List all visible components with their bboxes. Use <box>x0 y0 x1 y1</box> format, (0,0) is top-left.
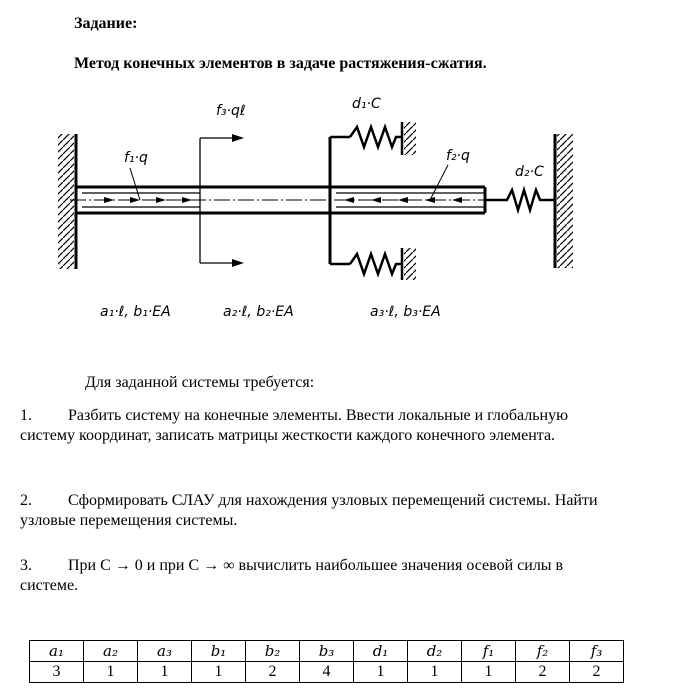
parameters-table <box>29 640 624 683</box>
label-d2: d₂·C <box>515 164 544 180</box>
table-header-row <box>30 641 624 662</box>
header-cell: f₃ <box>570 641 624 662</box>
value-cell: 1 <box>138 662 192 683</box>
label-seg3: a₃·ℓ, b₃·EA <box>370 304 441 320</box>
label-d1: d₁·C <box>352 96 381 112</box>
header-cell: b₃ <box>300 641 354 662</box>
force-f3 <box>200 134 244 267</box>
left-wall <box>58 134 76 269</box>
task-title: Метод конечных элементов в задаче растяжения-сжатия. <box>74 55 487 72</box>
value-cell: 2 <box>570 662 624 683</box>
leader-lines <box>130 165 448 200</box>
header-cell: a₂ <box>84 641 138 662</box>
label-f3: f₃·qℓ <box>216 103 246 119</box>
header-cell: b₂ <box>246 641 300 662</box>
rod-diagram <box>0 80 673 350</box>
value-cell: 3 <box>30 662 84 683</box>
item-number: 1. <box>20 407 32 424</box>
label-f1: f₁·q <box>124 150 148 166</box>
header-cell: a₃ <box>138 641 192 662</box>
value-cell: 1 <box>408 662 462 683</box>
spring-d2 <box>485 190 555 210</box>
header-cell: a₁ <box>30 641 84 662</box>
list-item <box>20 556 620 596</box>
value-cell: 4 <box>300 662 354 683</box>
label-f2: f₂·q <box>446 148 470 164</box>
label-seg1: a₁·ℓ, b₁·EA <box>100 304 171 320</box>
value-cell: 1 <box>354 662 408 683</box>
item-number: 3. <box>20 557 32 574</box>
item-text: Разбить систему на конечные элементы. Ввести локальные и глобальную систему координат, записать матрицы жесткости каждого конечного элемента. <box>20 407 569 444</box>
header-cell: f₁ <box>462 641 516 662</box>
header-cell: d₁ <box>354 641 408 662</box>
item-text: При C → 0 и при C → ∞ вычислить наибольшее значения осевой силы в системе. <box>20 557 564 594</box>
table-row <box>30 662 624 683</box>
task-label: Задание: <box>74 15 138 32</box>
label-seg2: a₂·ℓ, b₂·EA <box>223 304 294 320</box>
right-wall <box>555 134 573 268</box>
value-cell: 2 <box>246 662 300 683</box>
value-cell: 1 <box>84 662 138 683</box>
header-cell: f₂ <box>516 641 570 662</box>
value-cell: 1 <box>192 662 246 683</box>
list-item <box>20 406 620 446</box>
value-cell: 1 <box>462 662 516 683</box>
header-cell: d₂ <box>408 641 462 662</box>
item-number: 2. <box>20 492 32 509</box>
header-cell: b₁ <box>192 641 246 662</box>
item-text: Сформировать СЛАУ для нахождения узловых перемещений системы. Найти узловые перемещения системы. <box>20 492 598 529</box>
value-cell: 2 <box>516 662 570 683</box>
list-item <box>20 491 620 531</box>
intro-text: Для заданной системы требуется: <box>85 374 315 391</box>
